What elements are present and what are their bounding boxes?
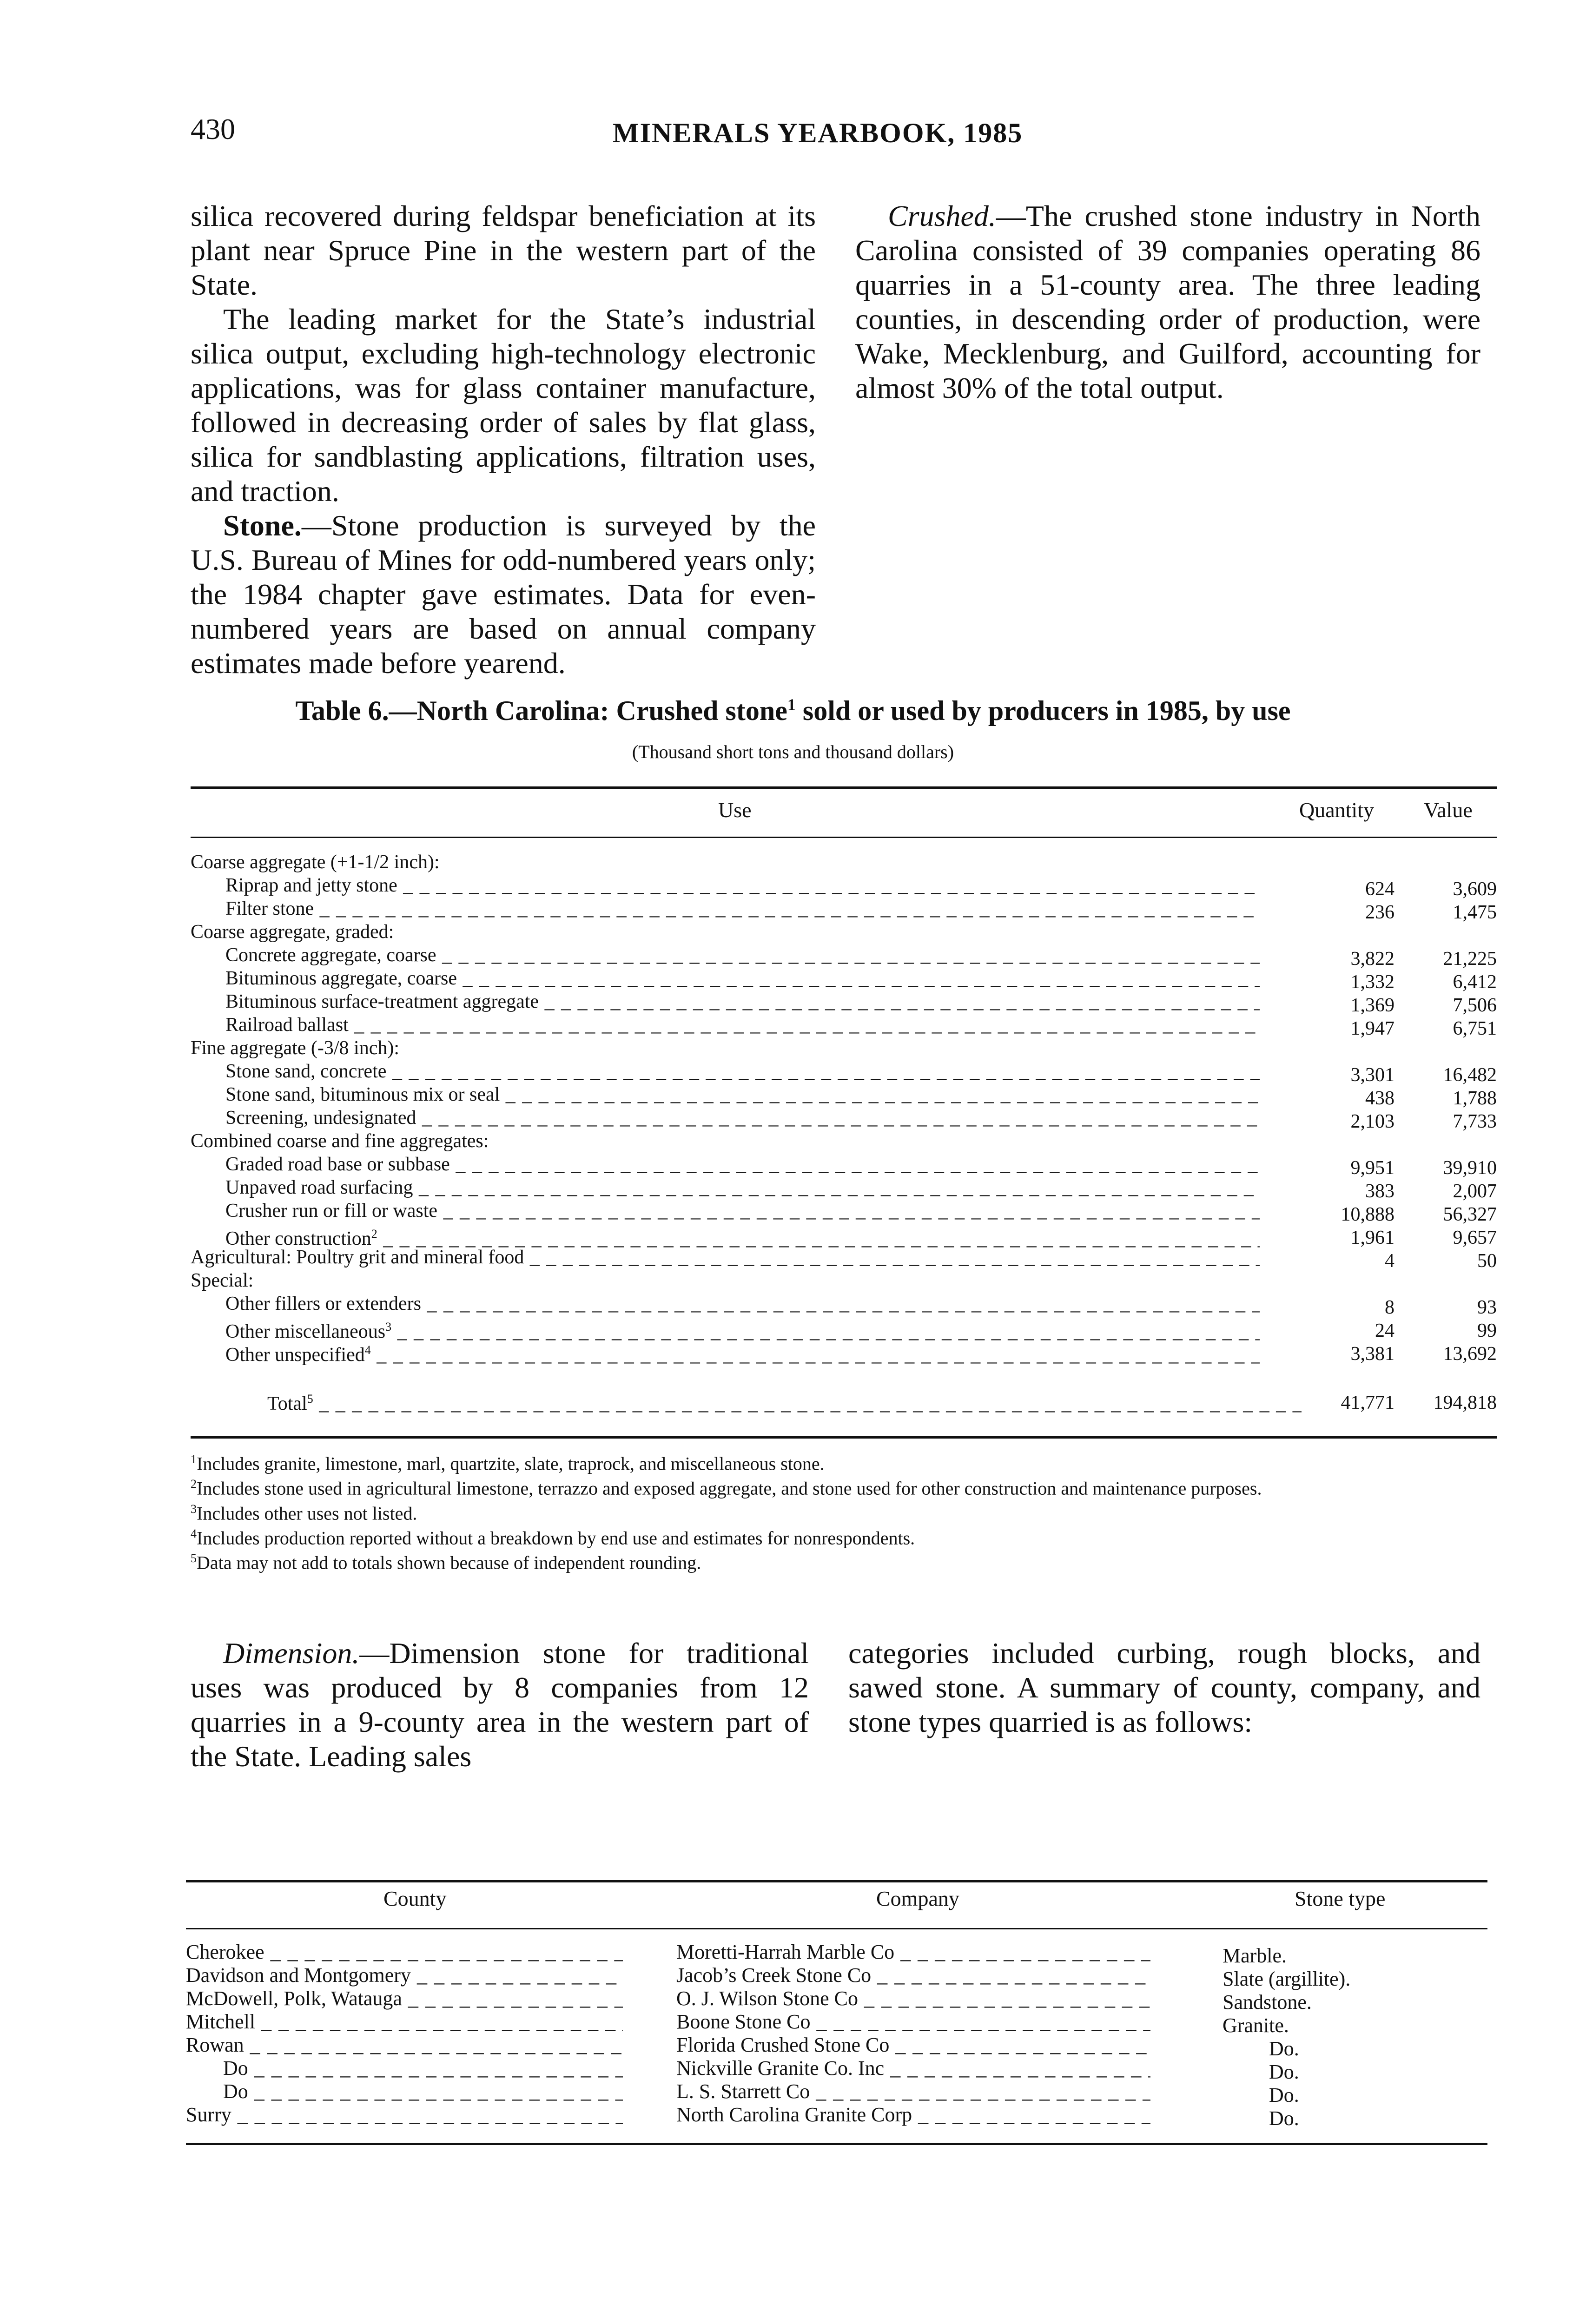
county-cell: Do xyxy=(223,2080,248,2103)
table6-col-quantity: Quantity xyxy=(1299,798,1374,822)
row-value: 9,657 xyxy=(1453,1227,1497,1248)
dimension-col-company: Company xyxy=(876,1887,959,1910)
table6-head-rule xyxy=(191,837,1497,838)
table-row xyxy=(191,1246,1497,1272)
stone-type-cell: Do. xyxy=(1269,2060,1299,2083)
stone-type-cell: Do. xyxy=(1269,2037,1299,2060)
dimension-text: —Dimension stone for traditional uses was produced by 8 companies from 12 quarries in a 9-county area in the western part of the State. Leading sales xyxy=(191,1637,809,1773)
row-value: 16,482 xyxy=(1443,1064,1497,1086)
county-cell: Do xyxy=(223,2057,248,2080)
footnote-text: Includes stone used in agricultural limestone, terrazzo and exposed aggregate, and stone used for other construction and maintenance purposes. xyxy=(197,1478,1262,1499)
dimension-table-bottom-rule xyxy=(186,2143,1487,2145)
row-label: Filter stone xyxy=(225,898,314,919)
footnote-text: Data may not add to totals shown because of independent rounding. xyxy=(197,1552,701,1573)
table-row xyxy=(191,851,1497,874)
stone-type-cell: Marble. xyxy=(1223,1944,1287,1967)
paragraph-crushed xyxy=(855,199,1480,405)
row-value: 6,751 xyxy=(1453,1018,1497,1039)
footnote xyxy=(191,1524,1492,1548)
table6-footnotes xyxy=(191,1449,1492,1573)
footnote-number: 3 xyxy=(191,1502,197,1516)
paragraph: categories included curbing, rough blocks, and sawed stone. A summary of county, company, and stone types quarried is as follows: xyxy=(848,1637,1480,1738)
row-quantity: 438 xyxy=(1365,1088,1394,1109)
paragraph-dimension xyxy=(191,1636,809,1774)
table6-top-rule xyxy=(191,786,1497,789)
row-quantity: 3,301 xyxy=(1350,1064,1394,1086)
table-row xyxy=(186,2080,1487,2106)
dimension-table-top-rule xyxy=(186,1880,1487,1882)
table-row xyxy=(186,1964,1487,1990)
total-quantity: 41,771 xyxy=(1341,1392,1394,1413)
row-quantity: 383 xyxy=(1365,1181,1394,1202)
table-row xyxy=(191,1013,1497,1037)
table-row xyxy=(191,1060,1497,1086)
paragraph: silica recovered during feldspar beneficiation at its plant near Spruce Pine in the western part of the State. xyxy=(191,199,816,301)
row-value: 21,225 xyxy=(1443,948,1497,970)
row-value: 93 xyxy=(1477,1297,1497,1318)
row-value: 13,692 xyxy=(1443,1343,1497,1365)
run-in-heading-dimension: Dimension. xyxy=(223,1637,360,1670)
table-row xyxy=(191,874,1497,900)
row-label: Concrete aggregate, coarse xyxy=(225,944,436,966)
footnote-text: Includes granite, limestone, marl, quartzite, slate, traprock, and miscellaneous stone. xyxy=(197,1453,825,1474)
row-label: Special: xyxy=(191,1270,254,1291)
row-value: 3,609 xyxy=(1453,878,1497,900)
stone-type-cell: Sandstone. xyxy=(1223,1991,1312,2014)
table-row xyxy=(186,2057,1487,2083)
dimension-col-county: County xyxy=(383,1887,447,1910)
company-cell: North Carolina Granite Corp xyxy=(676,2103,912,2126)
table6-col-value: Value xyxy=(1424,798,1473,822)
company-cell: Boone Stone Co xyxy=(676,2010,811,2033)
table6-total-row: Total$^5$ _ _ _ 41,771 194,818 xyxy=(191,1387,1497,1415)
table-row xyxy=(191,1292,1497,1318)
row-label: Other miscellaneous xyxy=(225,1321,386,1342)
table-row xyxy=(191,897,1497,923)
row-label: Crusher run or fill or waste xyxy=(225,1200,438,1221)
table-row xyxy=(186,2103,1487,2130)
table-row xyxy=(191,1315,1497,1342)
footnote-number: 4 xyxy=(191,1526,197,1540)
row-quantity: 624 xyxy=(1365,878,1394,900)
row-value: 99 xyxy=(1477,1320,1497,1341)
row-value: 7,506 xyxy=(1453,995,1497,1016)
row-label: Unpaved road surfacing xyxy=(225,1177,413,1198)
row-quantity: 9,951 xyxy=(1350,1157,1394,1179)
paragraph: The leading market for the State’s industrial silica output, excluding high-technology electronic applications, was for glass container manufacture, followed in decreasing order of sales by flat glass, silica for sandblasting applications, filtration uses, and traction. xyxy=(191,303,816,508)
row-label: Riprap and jetty stone xyxy=(225,875,397,896)
table-row xyxy=(191,1199,1497,1225)
paragraph-stone xyxy=(191,508,816,680)
company-cell: L. S. Starrett Co xyxy=(676,2080,810,2103)
row-label: Other fillers or extenders xyxy=(225,1293,422,1314)
footnote xyxy=(191,1548,1492,1573)
row-value: 39,910 xyxy=(1443,1157,1497,1179)
row-value: 1,788 xyxy=(1453,1088,1497,1109)
table-row xyxy=(191,1269,1497,1292)
row-label: Other construction xyxy=(225,1228,371,1249)
row-label: Combined coarse and fine aggregates: xyxy=(191,1130,489,1152)
row-quantity: 24 xyxy=(1375,1320,1394,1341)
footnote-number: 1 xyxy=(191,1452,197,1466)
body-column-right-bottom xyxy=(848,1636,1480,1739)
table-row xyxy=(191,1339,1497,1366)
row-label: Fine aggregate (-3/8 inch): xyxy=(191,1037,399,1059)
table-row xyxy=(191,1037,1497,1060)
row-quantity: 1,947 xyxy=(1350,1018,1394,1039)
table-row xyxy=(186,2010,1487,2037)
total-value: 194,818 xyxy=(1433,1392,1497,1413)
dimension-table-body xyxy=(186,1941,1487,2130)
row-value: 1,475 xyxy=(1453,902,1497,923)
row-label: Graded road base or subbase xyxy=(225,1154,450,1175)
row-label: Stone sand, concrete xyxy=(225,1061,387,1082)
table-row xyxy=(191,1106,1497,1132)
stone-text: —Stone production is surveyed by the U.S. Bureau of Mines for odd-numbered years only; the 1984 chapter gave estimates. Data for even-numbered years are based on annual company estimates made before yearend. xyxy=(191,509,816,680)
stone-type-cell: Slate (argillite). xyxy=(1223,1967,1351,1990)
stone-type-cell: Do. xyxy=(1269,2084,1299,2106)
table-row xyxy=(191,1083,1497,1109)
footnote xyxy=(191,1499,1492,1524)
row-quantity: 236 xyxy=(1365,902,1394,923)
table6-units: (Thousand short tons and thousand dollars) xyxy=(632,741,954,762)
footnote-ref: 4 xyxy=(364,1343,371,1357)
county-cell: Surry xyxy=(186,2103,231,2126)
table-row xyxy=(191,1176,1497,1202)
footnote-number: 5 xyxy=(191,1552,197,1565)
table-row xyxy=(191,944,1497,970)
table6-body xyxy=(191,851,1497,1366)
row-quantity: 4 xyxy=(1385,1250,1394,1272)
company-cell: Nickville Granite Co. Inc xyxy=(676,2057,885,2080)
table-row xyxy=(191,1129,1497,1153)
table-row xyxy=(191,1153,1497,1179)
row-label: Coarse aggregate (+1-1/2 inch): xyxy=(191,852,440,873)
table-row xyxy=(186,1987,1487,2014)
running-title: MINERALS YEARBOOK, 1985 xyxy=(613,118,1023,148)
row-value: 56,327 xyxy=(1443,1204,1497,1225)
body-column-left-top xyxy=(191,199,816,680)
row-quantity: 10,888 xyxy=(1341,1204,1394,1225)
company-cell: Moretti-Harrah Marble Co xyxy=(676,1941,895,1963)
company-cell: Jacob’s Creek Stone Co xyxy=(676,1964,872,1987)
body-column-left-bottom xyxy=(191,1636,809,1774)
row-quantity: 2,103 xyxy=(1350,1111,1394,1132)
county-cell: Mitchell xyxy=(186,2010,256,2033)
table-row xyxy=(191,967,1497,993)
footnote-ref: 2 xyxy=(371,1227,377,1241)
footnote xyxy=(191,1449,1492,1474)
footnote-ref: 3 xyxy=(385,1320,392,1334)
table-row xyxy=(186,1941,1487,1967)
table-row xyxy=(191,1222,1497,1249)
row-label: Agricultural: Poultry grit and mineral food xyxy=(191,1247,524,1268)
row-label: Other unspecified xyxy=(225,1344,365,1366)
table-row xyxy=(191,920,1497,944)
footnote-text: Includes production reported without a breakdown by end use and estimates for nonrespondents. xyxy=(197,1527,915,1549)
company-cell: Florida Crushed Stone Co xyxy=(676,2034,890,2056)
table-row xyxy=(186,2034,1487,2060)
footnote-number: 2 xyxy=(191,1477,197,1491)
row-quantity: 1,961 xyxy=(1350,1227,1394,1248)
county-cell: Rowan xyxy=(186,2034,244,2056)
stone-type-cell: Granite. xyxy=(1223,2014,1289,2037)
row-label: Stone sand, bituminous mix or seal xyxy=(225,1084,500,1105)
row-value: 7,733 xyxy=(1453,1111,1497,1132)
row-quantity: 1,369 xyxy=(1350,995,1394,1016)
run-in-heading-crushed: Crushed. xyxy=(888,199,996,232)
row-quantity: 3,381 xyxy=(1350,1343,1394,1365)
run-in-heading-stone: Stone. xyxy=(223,509,302,542)
row-value: 50 xyxy=(1477,1250,1497,1272)
total-label: Total xyxy=(267,1393,307,1414)
page-number: 430 xyxy=(191,112,235,145)
footnote-text: Includes other uses not listed. xyxy=(197,1502,417,1524)
company-cell: O. J. Wilson Stone Co xyxy=(676,1987,859,2010)
crushed-text: —The crushed stone industry in North Carolina consisted of 39 companies operating 86 quarries in a 51-county area. The three leading counties, in descending order of production, were Wake, Mecklenburg, and Guilford, accounting for almost 30% of the total output. xyxy=(855,199,1480,404)
row-label: Bituminous surface-treatment aggregate xyxy=(225,991,539,1012)
row-label: Railroad ballast xyxy=(225,1014,349,1036)
row-label: Coarse aggregate, graded: xyxy=(191,921,394,943)
row-quantity: 8 xyxy=(1385,1297,1394,1318)
table6-title: Table 6.—North Carolina: Crushed stone$^1$ sold or used by producers in 1985, by use xyxy=(295,695,1291,726)
dimension-table-head-rule xyxy=(186,1928,1487,1929)
dimension-col-stone: Stone type xyxy=(1295,1887,1386,1910)
row-value: 2,007 xyxy=(1453,1181,1497,1202)
row-quantity: 1,332 xyxy=(1350,971,1394,993)
county-cell: McDowell, Polk, Watauga xyxy=(186,1987,402,2010)
table6-col-use: Use xyxy=(718,798,752,822)
stone-type-cell: Do. xyxy=(1269,2107,1299,2130)
table6-bottom-rule xyxy=(191,1436,1497,1439)
footnote xyxy=(191,1474,1492,1499)
row-label: Screening, undesignated xyxy=(225,1107,416,1129)
row-value: 6,412 xyxy=(1453,971,1497,993)
table-row xyxy=(191,990,1497,1016)
body-column-right-top xyxy=(855,199,1480,405)
row-quantity: 3,822 xyxy=(1350,948,1394,970)
row-label: Bituminous aggregate, coarse xyxy=(225,968,457,989)
county-cell: Davidson and Montgomery xyxy=(186,1964,411,1987)
county-cell: Cherokee xyxy=(186,1941,264,1963)
